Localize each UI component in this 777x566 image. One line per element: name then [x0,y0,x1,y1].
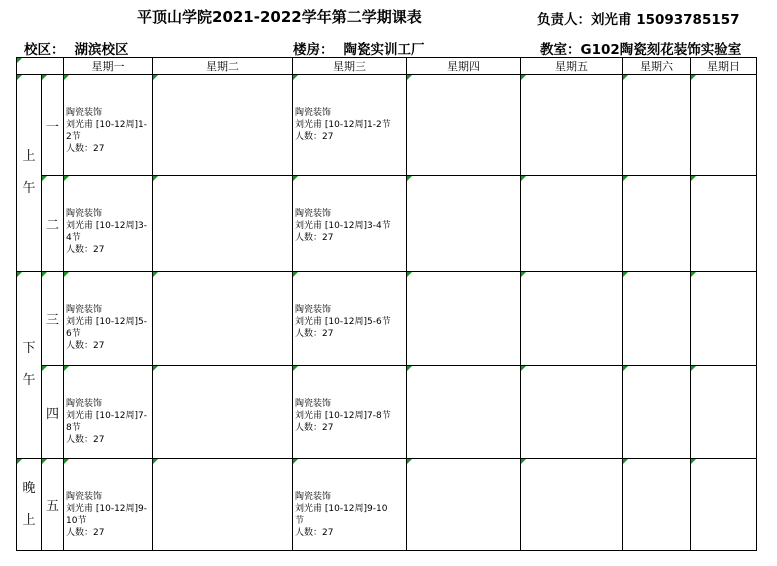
day-header-mon: 星期一 [64,58,153,75]
empty-cell [521,459,623,551]
empty-cell [407,459,521,551]
room-value: G102陶瓷刻花装饰实验室 [580,42,742,58]
cell-marker-icon [153,459,158,464]
room-label: 教室： [540,42,581,58]
course-cell [64,459,153,551]
building-info [293,38,425,58]
campus-value: 湖滨校区 [74,42,129,58]
course-entry: 陶瓷装饰 刘光甫 [10-12周]7-8节 人数：27 [66,399,148,445]
period-label-5: 五 [42,459,64,551]
empty-cell [691,75,757,176]
empty-cell [407,366,521,459]
period-label-4: 四 [42,366,64,459]
empty-cell [521,176,623,272]
cell-marker-icon [42,459,47,464]
cell-marker-icon [521,75,526,80]
empty-cell [691,272,757,366]
empty-cell [521,75,623,176]
cell-marker-icon [407,272,412,277]
cell-marker-icon [42,272,47,277]
cell-marker-icon [293,75,298,80]
schedule-table [16,57,757,551]
cell-marker-icon [407,366,412,371]
day-header-fri: 星期五 [521,58,623,75]
cell-marker-icon [17,459,22,464]
cell-marker-icon [293,366,298,371]
cell-marker-icon [293,272,298,277]
cell-marker-icon [691,366,696,371]
day-header-wed: 星期三 [293,58,407,75]
empty-cell [623,176,691,272]
cell-marker-icon [42,366,47,371]
cell-marker-icon [623,272,628,277]
owner-contact: 负责人：刘光甫 15093785157 [537,12,740,28]
empty-cell [623,366,691,459]
empty-cell [407,272,521,366]
corner-cell [17,58,64,75]
cell-marker-icon [293,459,298,464]
course-entry: 陶瓷装饰 刘光甫 [10-12周]5-6节 人数：27 [295,305,391,339]
course-cell [64,366,153,459]
day-header-row [17,58,757,75]
empty-cell [691,366,757,459]
cell-marker-icon [407,459,412,464]
cell-marker-icon [153,272,158,277]
cell-marker-icon [153,366,158,371]
empty-cell [691,459,757,551]
course-cell [293,366,407,459]
empty-cell [691,176,757,272]
course-entry: 陶瓷装饰 刘光甫 [10-12周]5-6节 人数：27 [66,305,148,351]
page-title: 平顶山学院2021-2022学年第二学期课表 [137,8,422,26]
cell-marker-icon [623,459,628,464]
empty-cell [153,366,293,459]
day-header-sat: 星期六 [623,58,691,75]
cell-marker-icon [42,176,47,181]
course-entry: 陶瓷装饰 刘光甫 [10-12周]7-8节 人数：27 [295,399,391,433]
period-row-3 [17,272,757,366]
course-entry: 陶瓷装饰 刘光甫 [10-12周]3-4节 人数：27 [295,209,391,243]
cell-marker-icon [64,75,69,80]
empty-cell [623,75,691,176]
part-label-afternoon: 下 午 [17,272,42,459]
empty-cell [407,75,521,176]
empty-cell [623,272,691,366]
course-cell [293,75,407,176]
cell-marker-icon [153,176,158,181]
empty-cell [153,459,293,551]
room-info [540,38,741,58]
course-entry: 陶瓷装饰 刘光甫 [10-12周]9-10节 人数：27 [66,492,148,538]
empty-cell [153,272,293,366]
empty-cell [153,176,293,272]
cell-marker-icon [42,75,47,80]
part-label-morning: 上 午 [17,75,42,272]
period-row-4 [17,366,757,459]
empty-cell [521,272,623,366]
cell-marker-icon [691,75,696,80]
cell-marker-icon [64,272,69,277]
cell-marker-icon [623,366,628,371]
day-header-sun: 星期日 [691,58,757,75]
course-cell [293,272,407,366]
course-cell [64,176,153,272]
cell-marker-icon [153,75,158,80]
cell-marker-icon [407,176,412,181]
building-value: 陶瓷实训工厂 [343,42,425,58]
period-label-3: 三 [42,272,64,366]
period-row-5 [17,459,757,551]
building-label: 楼房： [293,42,334,58]
cell-marker-icon [691,176,696,181]
empty-cell [623,459,691,551]
cell-marker-icon [521,459,526,464]
course-cell [64,75,153,176]
cell-marker-icon [691,272,696,277]
cell-marker-icon [293,176,298,181]
period-row-1 [17,75,757,176]
course-cell [293,176,407,272]
cell-marker-icon [64,176,69,181]
cell-marker-icon [407,75,412,80]
cell-marker-icon [623,75,628,80]
course-cell [64,272,153,366]
period-label-1: 一 [42,75,64,176]
empty-cell [407,176,521,272]
cell-marker-icon [64,366,69,371]
cell-marker-icon [17,75,22,80]
cell-marker-icon [64,459,69,464]
period-row-2 [17,176,757,272]
campus-label: 校区： [24,42,65,58]
cell-marker-icon [623,176,628,181]
cell-marker-icon [521,176,526,181]
course-entry: 陶瓷装饰 刘光甫 [10-12周]9-10 节 人数：27 [295,492,388,538]
cell-marker-icon [521,366,526,371]
empty-cell [153,75,293,176]
day-header-tue: 星期二 [153,58,293,75]
cell-marker-icon [691,459,696,464]
course-cell [293,459,407,551]
part-label-evening: 晚 上 [17,459,42,551]
cell-marker-icon [521,272,526,277]
cell-marker-icon [17,272,22,277]
campus-info [24,38,129,58]
empty-cell [521,366,623,459]
course-entry: 陶瓷装饰 刘光甫 [10-12周]3-4节 人数：27 [66,209,148,255]
day-header-thu: 星期四 [407,58,521,75]
course-entry: 陶瓷装饰 刘光甫 [10-12周]1-2节 人数：27 [295,108,391,142]
period-label-2: 二 [42,176,64,272]
course-entry: 陶瓷装饰 刘光甫 [10-12周]1-2节 人数：27 [66,108,148,154]
